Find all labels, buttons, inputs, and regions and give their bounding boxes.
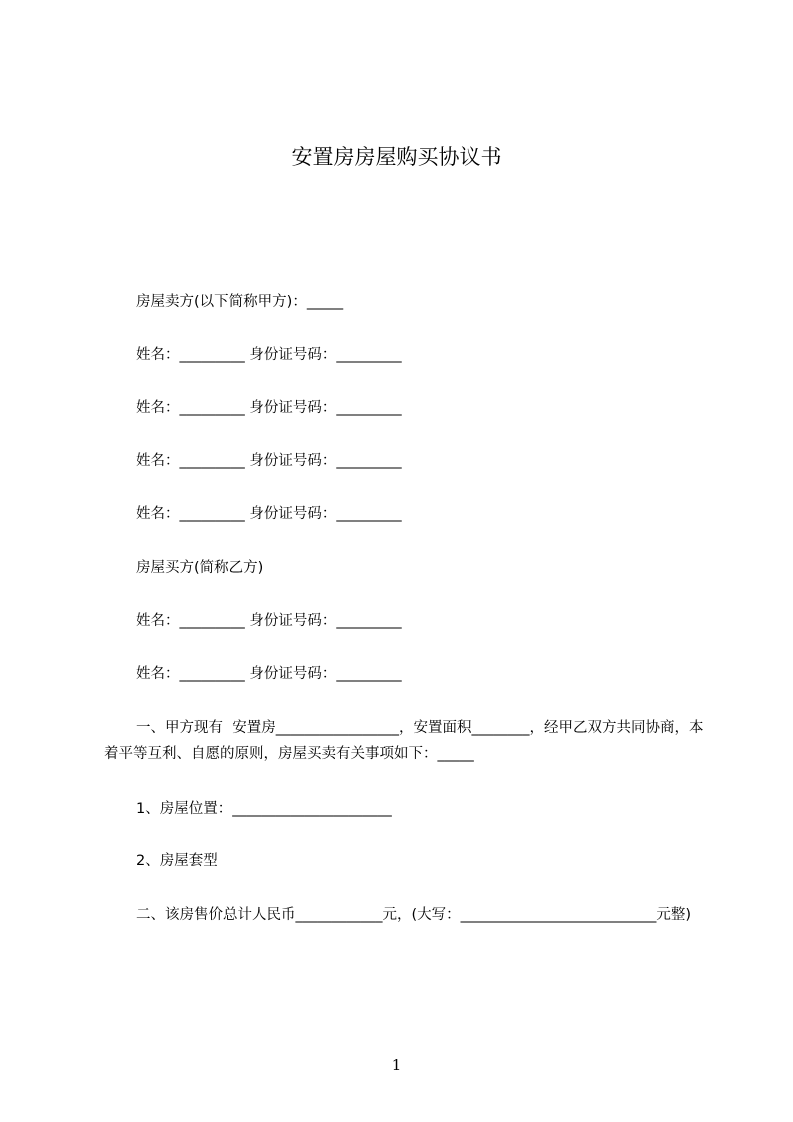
buyer-row-1: 姓名：_________ 身份证号码：_________ bbox=[136, 613, 402, 629]
seller-heading: 房屋卖方(以下简称甲方)：_____ bbox=[136, 294, 344, 310]
seller-row-4: 姓名：_________ 身份证号码：_________ bbox=[136, 506, 402, 522]
item-house-location: 1、房屋位置：______________________ bbox=[136, 801, 392, 817]
seller-row-1: 姓名：_________ 身份证号码：_________ bbox=[136, 347, 402, 363]
page-number: 1 bbox=[391, 1056, 402, 1074]
buyer-heading: 房屋买方(简称乙方) bbox=[136, 560, 264, 576]
document-title: 安置房房屋购买协议书 bbox=[291, 145, 502, 169]
item-house-type: 2、房屋套型 bbox=[136, 853, 218, 869]
seller-row-2: 姓名：_________ 身份证号码：_________ bbox=[136, 400, 402, 416]
buyer-row-2: 姓名：_________ 身份证号码：_________ bbox=[136, 666, 402, 682]
clause-one: 一、甲方现有 安置房_________________，安置面积________，经甲乙双方共同协商，本着平等互利、自愿的原则，房屋买卖有关事项如下：_____ bbox=[104, 720, 704, 762]
seller-row-3: 姓名：_________ 身份证号码：_________ bbox=[136, 453, 402, 469]
clause-two: 二、该房售价总计人民币____________元，(大写：___________________________元整) bbox=[136, 907, 692, 923]
